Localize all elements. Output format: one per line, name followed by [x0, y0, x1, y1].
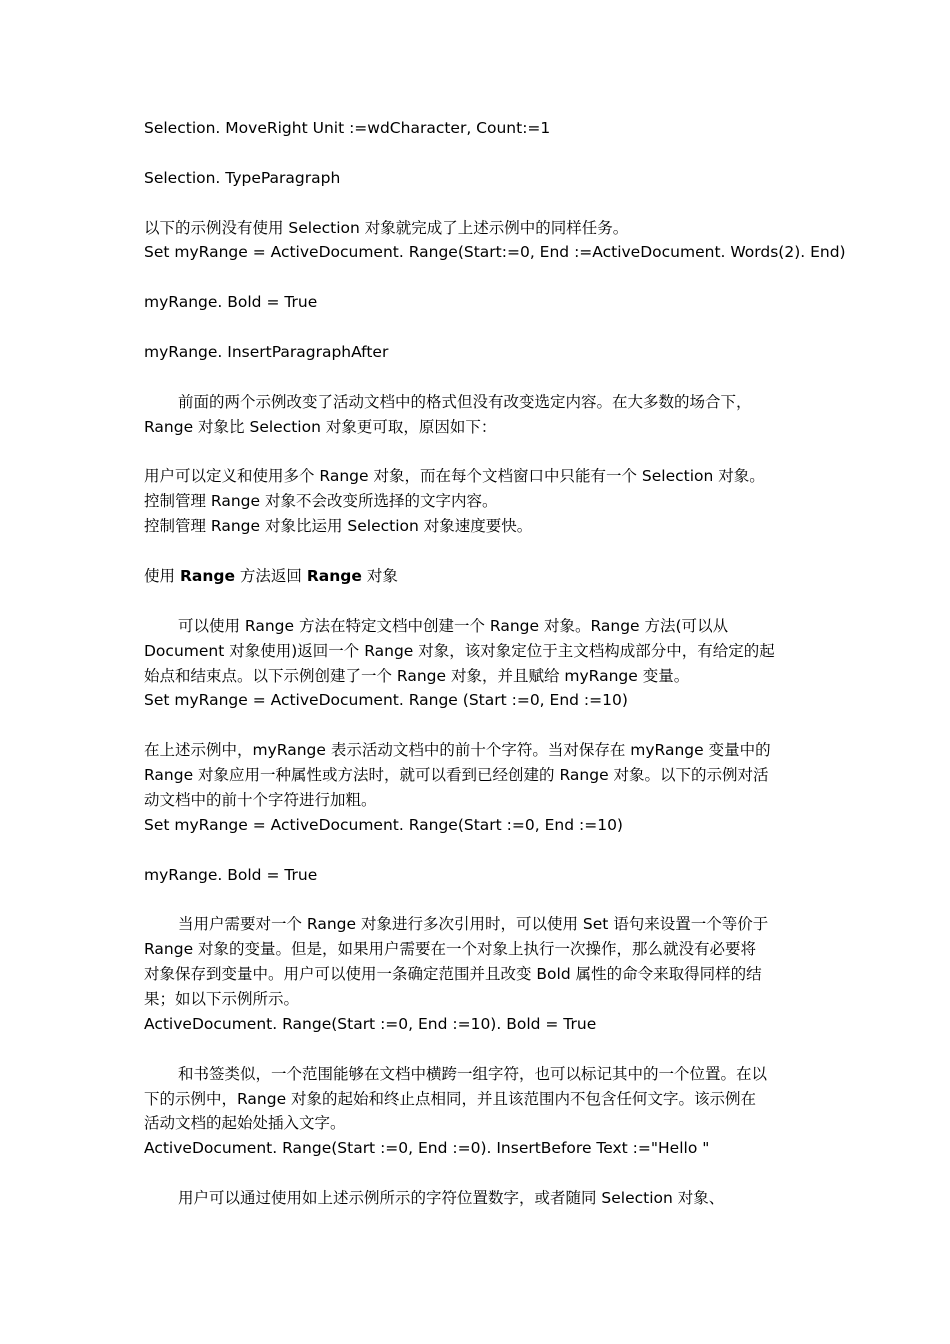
paragraph-line: 下的示例中，Range 对象的起始和终止点相同，并且该范围内不包含任何文字。该示例在	[144, 1090, 757, 1108]
paragraph-line: 前面的两个示例改变了活动文档中的格式但没有改变选定内容。在大多数的场合下，	[178, 393, 752, 411]
code-line: myRange. Bold = True	[144, 293, 318, 311]
paragraph-line: 动文档中的前十个字符进行加粗。	[144, 791, 377, 809]
paragraph-line: 始点和结束点。以下示例创建了一个 Range 对象，并且赋给 myRange 变量。	[144, 667, 690, 685]
code-line: ActiveDocument. Range(Start :=0, End :=10). Bold = True	[144, 1015, 597, 1033]
paragraph-line: Range 对象应用一种属性或方法时，就可以看到已经创建的 Range 对象。以下的示例对活	[144, 766, 769, 784]
section-heading: 使用 Range 方法返回 Range 对象	[144, 567, 398, 585]
paragraph-line: 用户可以通过使用如上述示例所示的字符位置数字，或者随同 Selection 对象、	[178, 1189, 725, 1207]
paragraph-line: 可以使用 Range 方法在特定文档中创建一个 Range 对象。Range 方法(可以从	[178, 617, 729, 635]
list-item: 控制管理 Range 对象比运用 Selection 对象速度要快。	[144, 517, 533, 535]
paragraph-line: Range 对象的变量。但是，如果用户需要在一个对象上执行一次操作，那么就没有必要将	[144, 940, 757, 958]
paragraph-line: 对象保存到变量中。用户可以使用一条确定范围并且改变 Bold 属性的命令来取得同样的结	[144, 965, 762, 983]
code-line: Selection. MoveRight Unit :=wdCharacter, Count:=1	[144, 119, 551, 137]
paragraph-line: 果；如以下示例所示。	[144, 990, 300, 1008]
paragraph-line: 当用户需要对一个 Range 对象进行多次引用时，可以使用 Set 语句来设置一个等价于	[178, 915, 769, 933]
paragraph-line: 在上述示例中，myRange 表示活动文档中的前十个字符。当对保存在 myRange 变量中的	[144, 741, 771, 759]
code-line: Selection. TypeParagraph	[144, 169, 341, 187]
paragraph-line: Range 对象比 Selection 对象更可取，原因如下：	[144, 418, 497, 436]
code-line: Set myRange = ActiveDocument. Range (Start :=0, End :=10)	[144, 691, 628, 709]
code-line: Set myRange = ActiveDocument. Range(Start :=0, End :=10)	[144, 816, 623, 834]
code-line: myRange. Bold = True	[144, 866, 318, 884]
paragraph-line: Document 对象使用)返回一个 Range 对象，该对象定位于主文档构成部分中，有给定的起	[144, 642, 775, 660]
code-line: myRange. InsertParagraphAfter	[144, 343, 389, 361]
paragraph-line: 活动文档的起始处插入文字。	[144, 1114, 346, 1132]
list-item: 用户可以定义和使用多个 Range 对象，而在每个文档窗口中只能有一个 Selection 对象。	[144, 467, 765, 485]
code-line: Set myRange = ActiveDocument. Range(Start:=0, End :=ActiveDocument. Words(2). End)	[144, 243, 846, 261]
list-item: 控制管理 Range 对象不会改变所选择的文字内容。	[144, 492, 498, 510]
code-line: ActiveDocument. Range(Start :=0, End :=0). InsertBefore Text :="Hello "	[144, 1139, 710, 1157]
paragraph-line: 和书签类似，一个范围能够在文档中横跨一组字符，也可以标记其中的一个位置。在以	[178, 1065, 768, 1083]
paragraph-line: 以下的示例没有使用 Selection 对象就完成了上述示例中的同样任务。	[144, 219, 629, 237]
